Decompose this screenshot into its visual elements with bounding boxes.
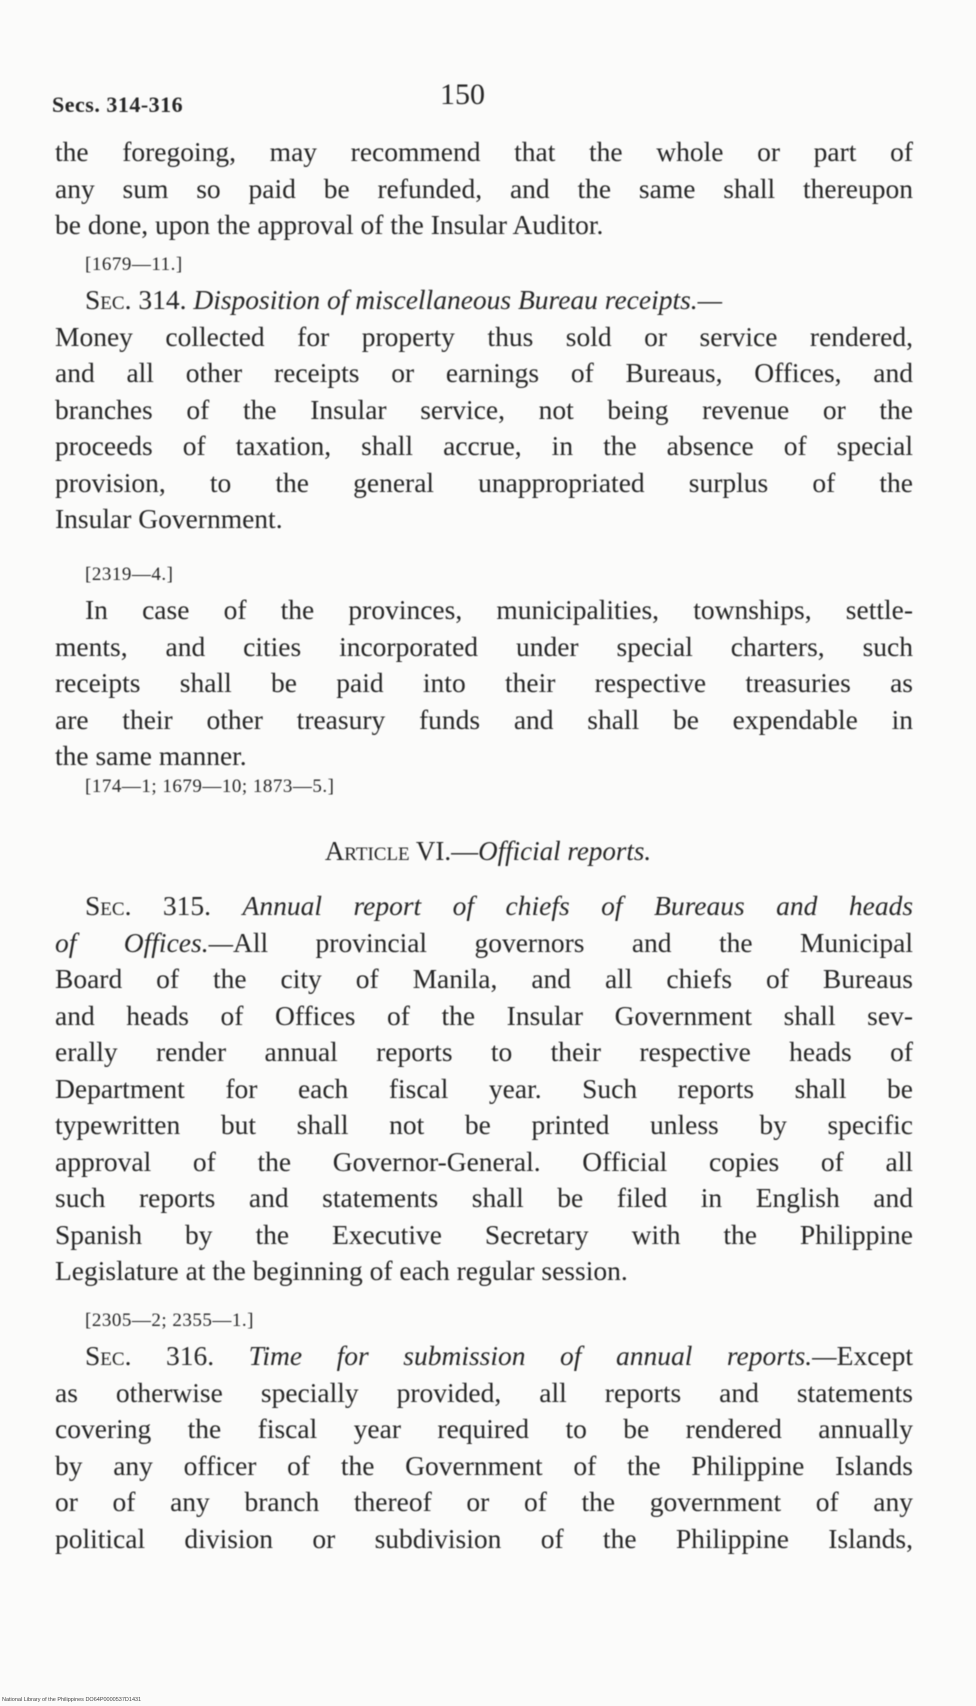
text-line: and all other receipts or earnings of Bureaus, Offices, and: [55, 357, 913, 388]
citation: [2319—4.]: [85, 564, 174, 585]
text-line: typewritten but shall not be printed unless by specific: [55, 1109, 913, 1140]
text-line: and heads of Offices of the Insular Government shall sev-: [55, 999, 913, 1031]
text-line: such reports and statements shall be filed in English and: [55, 1182, 913, 1213]
text-line: erally render annual reports to their respective heads of: [55, 1036, 913, 1067]
text-line: covering the fiscal year required to be rendered annually: [55, 1413, 913, 1444]
text-line: proceeds of taxation, shall accrue, in the absence of special: [55, 430, 913, 461]
section-314: [55, 282, 913, 538]
text-line: be done, upon the approval of the Insular Auditor.: [55, 209, 604, 240]
text-line: Spanish by the Executive Secretary with the Philippine: [55, 1218, 913, 1250]
text-line: or of any branch thereof or of the government of any: [55, 1486, 913, 1517]
text-line: are their other treasury funds and shall be expendable in: [55, 703, 913, 735]
text-line: In case of the provinces, municipalities, townships, settle-: [85, 594, 913, 625]
citation: [2305—2; 2355—1.]: [85, 1310, 254, 1331]
text-line: the same manner.: [55, 740, 247, 771]
text-line: branches of the Insular service, not being revenue or the: [55, 393, 913, 425]
article-title: Official reports.: [478, 836, 652, 866]
section-315: [55, 888, 913, 1290]
text-line: by any officer of the Government of the Philippine Islands: [55, 1449, 913, 1481]
text-line: political division or subdivision of the Philippine Islands,: [55, 1522, 913, 1554]
provinces-paragraph: [55, 592, 913, 775]
text-fragment: Except: [836, 1340, 913, 1371]
section-label: Sec. 315.: [85, 890, 212, 921]
text-line: the foregoing, may recommend that the whole or part of: [55, 136, 913, 167]
text-fragment: All provincial governors and the Municipal: [233, 926, 913, 958]
section-range-header: Secs. 314-316: [52, 92, 184, 117]
section-title: Time for submission of annual reports.—: [248, 1340, 837, 1371]
article-label: Article VI.—: [324, 836, 479, 866]
citation: [174—1; 1679—10; 1873—5.]: [85, 776, 335, 797]
section-title: Annual report of chiefs of Bureaus and heads: [242, 890, 914, 921]
text-line: any sum so paid be refunded, and the same shall thereupon: [55, 172, 913, 204]
text-line: Legislature at the beginning of each regular session.: [55, 1255, 628, 1286]
section-label: Sec. 316.: [85, 1340, 215, 1371]
text-line: approval of the Governor-General. Official copies of all: [55, 1145, 913, 1177]
section-316: [55, 1338, 913, 1557]
section-title-continued: of Offices.—: [55, 926, 234, 958]
page-number: 150: [440, 78, 485, 111]
text-line: as otherwise specially provided, all reports and statements: [55, 1376, 913, 1408]
text-line: Board of the city of Manila, and all chiefs of Bureaus: [55, 963, 913, 994]
text-line: Money collected for property thus sold or service rendered,: [55, 320, 913, 352]
text-line: [55, 925, 913, 962]
text-line: Insular Government.: [55, 503, 283, 534]
citation: [1679—11.]: [85, 254, 183, 275]
section-title: Disposition of miscellaneous Bureau receipts.—: [193, 284, 723, 315]
text-line: ments, and cities incorporated under special charters, such: [55, 630, 913, 662]
text-line: provision, to the general unappropriated surplus of the: [55, 466, 913, 498]
section-heading-line: [55, 282, 913, 319]
continuation-paragraph: [55, 134, 913, 244]
section-heading-line: [55, 1338, 913, 1375]
section-label: Sec. 314.: [85, 284, 187, 315]
section-heading-line: [55, 888, 913, 925]
article-heading: [0, 836, 976, 867]
library-watermark: National Library of the Philippines DO64P0000537D1431: [2, 1697, 142, 1703]
text-line: Department for each fiscal year. Such reports shall be: [55, 1072, 913, 1104]
text-line: receipts shall be paid into their respective treasuries as: [55, 667, 913, 698]
